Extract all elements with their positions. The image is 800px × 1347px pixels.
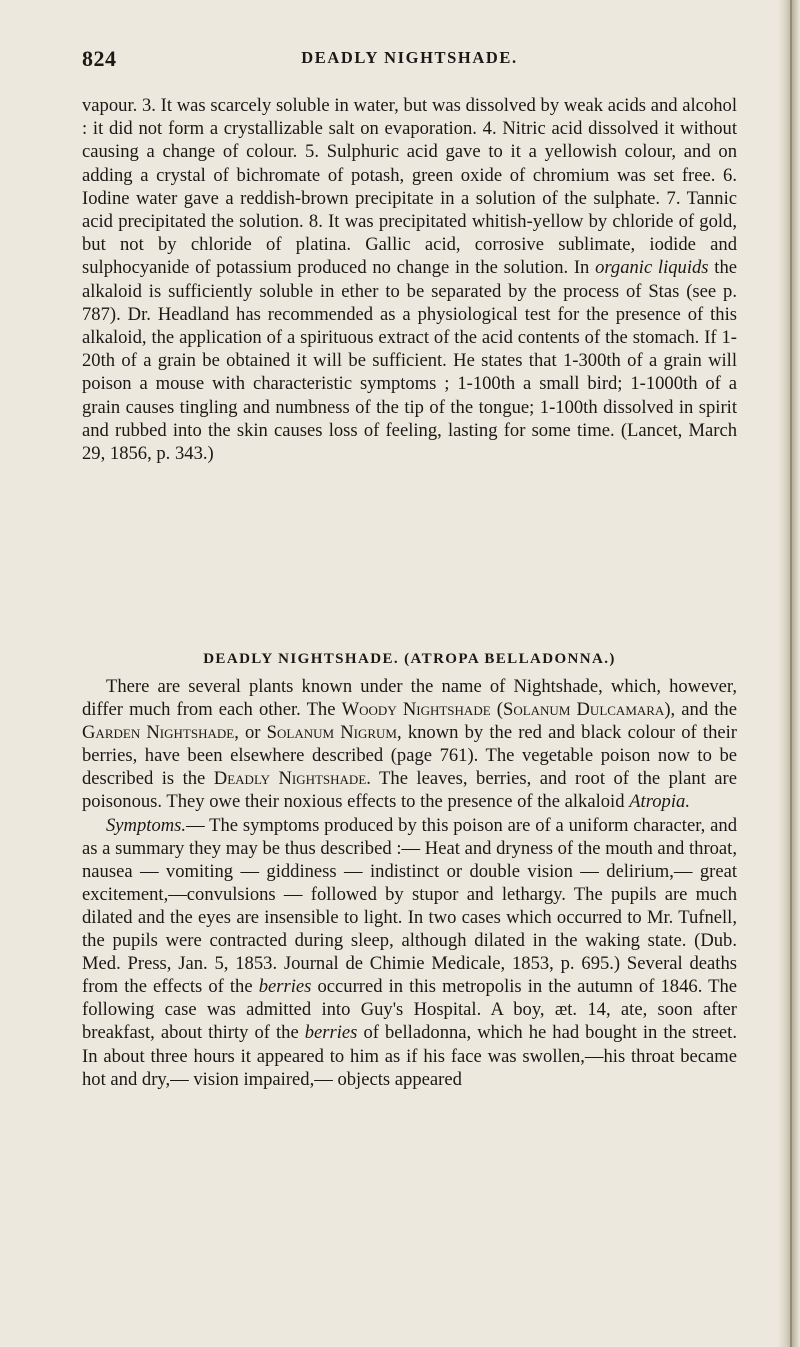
paragraph-text: occurred in this metropolis in the autumn of 1846. The following case was admitted into Guy's Hospital. A boy, æt. 14, ate, soon after breakfast, about thirty of the (82, 976, 738, 1044)
paragraph-text: vapour. 3. It was scarcely soluble in water, but was dissolved by weak acids and alcohol : it did not form a crystallizable salt on evaporation. 4. Nitric acid dissolved it without causing a change of colour. 5. Sulphuric acid gave to it a yellowish colour, and on adding a crystal of bichromate of potash, green oxide of chromium was set free. 6. Iodine water gave a reddish-brown precipitate in a solution of the sulphate. 7. Tannic acid precipitated the solution. 8. It was precipitated whitish-yellow by chloride of gold, but not by chloride of platina. Gallic acid, corrosive sublimate, iodide and sulphocyanide of potassium produced no change in the solution. In (82, 95, 737, 279)
paragraph-text: ( (496, 699, 503, 721)
page-edge-shadow (778, 0, 800, 1347)
running-head: DEADLY NIGHTSHADE. (301, 48, 518, 67)
paragraph-text: There are several plants known under the name of Nightshade, which, however, differ much from each other. The (82, 676, 737, 721)
subheading-symptoms: Symptoms. (106, 814, 187, 836)
plant-name: Garden Nightshade (82, 722, 235, 744)
page-gutter-line (790, 0, 792, 1347)
plant-name: Deadly Nightshade (213, 768, 367, 790)
paragraph-text: ), and the (664, 699, 737, 721)
paragraph-text: the alkaloid is sufficiently soluble in ether to be separated by the process of Stas (see p. 787). Dr. Headland has recommended as a physiological test for the presence of this alkaloid, the application of a spirituous extract of the acid contents of the stomach. If 1-20th of a grain be obtained it will be sufficient. He states that 1-300th of a grain will poison a mouse with characteristic symptoms ; 1-100th a small bird; 1-1000th of a grain causes tingling and numbness of the tip of the tongue; 1-100th dissolved in spirit and rubbed into the skin causes loss of feeling, lasting for some time. (Lancet, March 29, 1856, p. 343.) (82, 257, 737, 465)
paragraph-text: , known by the red and black colour of their berries, have been elsewhere described (page 761). The vegetable poison now to be described is the (82, 722, 737, 790)
paragraph-text: , or (234, 722, 261, 744)
paragraph-tests (82, 94, 737, 465)
paragraph-symptoms (82, 814, 737, 1091)
section-body (82, 675, 737, 1091)
page-header (82, 46, 737, 76)
paragraph-text: — The symptoms produced by this poison are of a uniform character, and as a summary they may be thus described :— Heat and dryness of the mouth and throat, nausea — vomiting — giddiness — indistinct or double vision — delirium,— great excitement,—convulsions — followed by stupor and lethargy. The pupils are much dilated and the eyes are insensible to light. In two cases which occurred to Mr. Tufnell, the pupils were contracted during sleep, although dilated in the waking state. (Dub. Med. Press, Jan. 5, 1853. Journal de Chimie Medicale, 1853, p. 695.) Several deaths from the effects of the (82, 814, 737, 998)
alkaloid-name: Atropia. (629, 791, 690, 813)
paragraph-text: of belladonna, which he had bought in the street. In about three hours it appeared to him as if his face was swollen,—his throat became hot and dry,— vision impaired,— objects appeared (82, 1022, 737, 1090)
italic-word: berries (304, 1022, 358, 1044)
italic-word: berries (258, 976, 312, 998)
plant-name: Woody Nightshade (341, 699, 491, 721)
plant-name: Solanum Dulcamara (502, 699, 665, 721)
italic-phrase: organic liquids (595, 257, 709, 279)
continued-paragraph (82, 94, 737, 465)
page-number: 824 (82, 46, 117, 71)
paragraph-text: . The leaves, berries, and root of the plant are poisonous. They owe their noxious effects to the presence of the alkaloid (82, 768, 737, 813)
plant-name: Solanum Nigrum (266, 722, 397, 744)
section-heading: DEADLY NIGHTSHADE. (ATROPA BELLADONNA.) (203, 651, 616, 667)
paragraph-intro (82, 675, 737, 814)
